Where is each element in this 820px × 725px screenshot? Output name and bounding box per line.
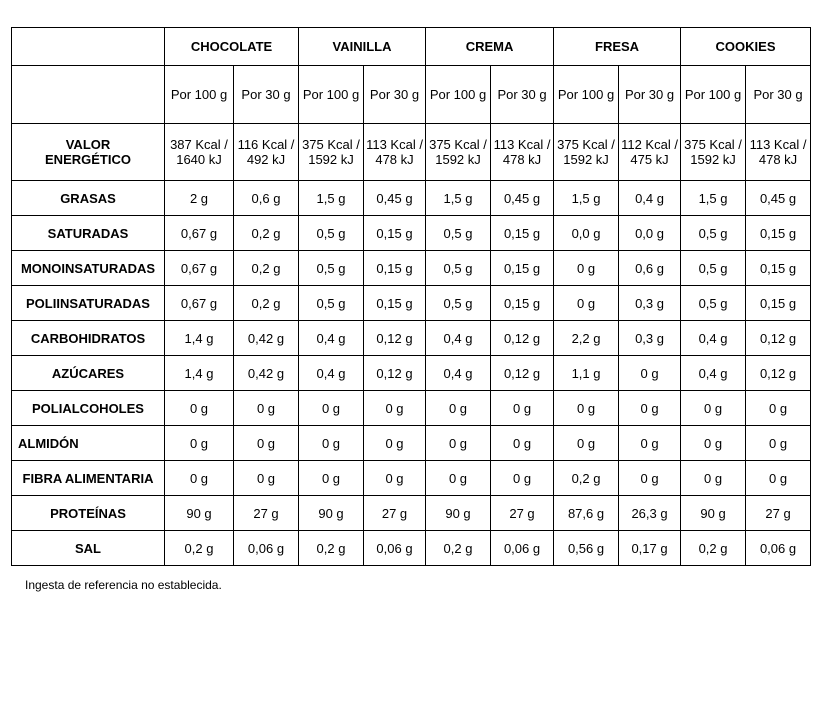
table-cell: 27 g (234, 496, 299, 531)
table-cell: 90 g (681, 496, 746, 531)
table-cell: 0,5 g (299, 216, 364, 251)
table-cell: 0 g (299, 461, 364, 496)
table-cell: 0,2 g (234, 251, 299, 286)
portion-header-row (12, 66, 811, 124)
flavor-header: COOKIES (681, 28, 811, 66)
table-cell: 0 g (619, 461, 681, 496)
table-cell: 0,45 g (364, 181, 426, 216)
table-cell: 0 g (554, 251, 619, 286)
table-cell: 90 g (426, 496, 491, 531)
table-cell: 0,67 g (165, 286, 234, 321)
portion-header: Por 100 g (681, 66, 746, 124)
table-cell: 26,3 g (619, 496, 681, 531)
table-cell: 0 g (165, 426, 234, 461)
table-cell: 0 g (299, 426, 364, 461)
table-cell: 375 Kcal / 1592 kJ (681, 124, 746, 181)
table-cell: 0 g (299, 391, 364, 426)
table-cell: 1,5 g (426, 181, 491, 216)
flavor-header: FRESA (554, 28, 681, 66)
table-cell: 0,12 g (364, 321, 426, 356)
flavor-header-row (12, 28, 811, 66)
table-cell: 27 g (364, 496, 426, 531)
row-label: CARBOHIDRATOS (12, 321, 165, 356)
portion-header: Por 30 g (491, 66, 554, 124)
table-cell: 0,5 g (681, 286, 746, 321)
portion-header: Por 100 g (426, 66, 491, 124)
table-row-azucares (12, 356, 811, 391)
table-cell: 0 g (426, 391, 491, 426)
table-cell: 0,6 g (234, 181, 299, 216)
table-row-fibra-alimentaria (12, 461, 811, 496)
row-label: ALMIDÓN (12, 426, 165, 461)
table-cell: 0,45 g (491, 181, 554, 216)
table-cell: 0,06 g (746, 531, 811, 566)
table-cell: 113 Kcal / 478 kJ (746, 124, 811, 181)
table-cell: 0,67 g (165, 251, 234, 286)
portion-header: Por 30 g (234, 66, 299, 124)
table-cell: 1,5 g (681, 181, 746, 216)
table-cell: 0,5 g (299, 251, 364, 286)
table-cell: 0 g (364, 461, 426, 496)
table-cell: 0 g (491, 426, 554, 461)
table-cell: 0 g (554, 391, 619, 426)
table-cell: 0 g (426, 461, 491, 496)
table-cell: 0,12 g (746, 356, 811, 391)
table-cell: 1,5 g (554, 181, 619, 216)
portion-header: Por 100 g (165, 66, 234, 124)
table-cell: 0 g (619, 391, 681, 426)
table-cell: 375 Kcal / 1592 kJ (554, 124, 619, 181)
table-cell: 1,5 g (299, 181, 364, 216)
table-cell: 0,5 g (299, 286, 364, 321)
table-cell: 0 g (234, 426, 299, 461)
table-cell: 2 g (165, 181, 234, 216)
table-cell: 0,0 g (554, 216, 619, 251)
table-row-saturadas (12, 216, 811, 251)
table-cell: 0,15 g (491, 251, 554, 286)
table-row-proteinas (12, 496, 811, 531)
table-cell: 0 g (364, 391, 426, 426)
table-cell: 0 g (746, 426, 811, 461)
table-cell: 0,5 g (681, 251, 746, 286)
table-cell: 116 Kcal / 492 kJ (234, 124, 299, 181)
table-cell: 0,4 g (681, 321, 746, 356)
table-cell: 0,2 g (234, 286, 299, 321)
table-cell: 1,4 g (165, 356, 234, 391)
row-label: AZÚCARES (12, 356, 165, 391)
table-cell: 90 g (165, 496, 234, 531)
portion-header: Por 100 g (554, 66, 619, 124)
table-cell: 0,6 g (619, 251, 681, 286)
table-cell: 0,2 g (681, 531, 746, 566)
table-cell: 0,56 g (554, 531, 619, 566)
table-cell: 113 Kcal / 478 kJ (491, 124, 554, 181)
table-cell: 0,42 g (234, 321, 299, 356)
table-row-carbohidratos (12, 321, 811, 356)
table-row-monoinsaturadas (12, 251, 811, 286)
table-cell: 0 g (746, 461, 811, 496)
table-row-grasas (12, 181, 811, 216)
table-cell: 0,4 g (299, 321, 364, 356)
table-cell: 375 Kcal / 1592 kJ (426, 124, 491, 181)
table-cell: 0,15 g (491, 286, 554, 321)
flavor-header: CREMA (426, 28, 554, 66)
corner-cell (12, 66, 165, 124)
row-label: GRASAS (12, 181, 165, 216)
table-cell: 0,12 g (491, 356, 554, 391)
table-cell: 0 g (554, 286, 619, 321)
table-cell: 0,15 g (364, 286, 426, 321)
flavor-header: CHOCOLATE (165, 28, 299, 66)
table-cell: 0 g (681, 391, 746, 426)
flavor-header: VAINILLA (299, 28, 426, 66)
table-cell: 0,12 g (746, 321, 811, 356)
row-label: FIBRA ALIMENTARIA (12, 461, 165, 496)
table-cell: 0,17 g (619, 531, 681, 566)
row-label: VALOR ENERGÉTICO (12, 124, 165, 181)
table-cell: 0,12 g (364, 356, 426, 391)
row-label: PROTEÍNAS (12, 496, 165, 531)
row-label: SATURADAS (12, 216, 165, 251)
table-cell: 0,2 g (299, 531, 364, 566)
table-cell: 112 Kcal / 475 kJ (619, 124, 681, 181)
table-cell: 0,15 g (746, 251, 811, 286)
table-cell: 0,15 g (364, 251, 426, 286)
table-cell: 0 g (165, 461, 234, 496)
corner-cell (12, 28, 165, 66)
table-cell: 0,4 g (619, 181, 681, 216)
table-cell: 0,67 g (165, 216, 234, 251)
table-cell: 0 g (491, 461, 554, 496)
table-cell: 0,0 g (619, 216, 681, 251)
table-cell: 87,6 g (554, 496, 619, 531)
row-label: POLIINSATURADAS (12, 286, 165, 321)
table-cell: 0,2 g (165, 531, 234, 566)
table-row-sal (12, 531, 811, 566)
portion-header: Por 100 g (299, 66, 364, 124)
table-cell: 1,1 g (554, 356, 619, 391)
table-cell: 0,12 g (491, 321, 554, 356)
table-cell: 0 g (746, 391, 811, 426)
table-cell: 0,5 g (426, 251, 491, 286)
table-cell: 0,5 g (426, 286, 491, 321)
table-cell: 0,45 g (746, 181, 811, 216)
row-label: SAL (12, 531, 165, 566)
table-row-poliinsaturadas (12, 286, 811, 321)
table-cell: 0,5 g (681, 216, 746, 251)
table-cell: 0 g (491, 391, 554, 426)
table-cell: 0 g (619, 426, 681, 461)
table-cell: 0 g (234, 391, 299, 426)
table-row-almidon (12, 426, 811, 461)
table-cell: 2,2 g (554, 321, 619, 356)
table-row-valor-energetico (12, 124, 811, 181)
table-cell: 0,15 g (491, 216, 554, 251)
table-cell: 0,4 g (426, 321, 491, 356)
table-cell: 0,3 g (619, 286, 681, 321)
table-cell: 0 g (426, 426, 491, 461)
footnote: Ingesta de referencia no establecida. (25, 578, 222, 592)
table-cell: 0,42 g (234, 356, 299, 391)
table-cell: 0,2 g (426, 531, 491, 566)
portion-header: Por 30 g (364, 66, 426, 124)
table-cell: 1,4 g (165, 321, 234, 356)
table-cell: 0,15 g (364, 216, 426, 251)
table-cell: 0 g (681, 426, 746, 461)
table-cell: 0,06 g (364, 531, 426, 566)
row-label: POLIALCOHOLES (12, 391, 165, 426)
table-cell: 90 g (299, 496, 364, 531)
table-cell: 0 g (619, 356, 681, 391)
table-cell: 0,15 g (746, 216, 811, 251)
table-cell: 0,5 g (426, 216, 491, 251)
table-cell: 0,06 g (491, 531, 554, 566)
table-cell: 27 g (746, 496, 811, 531)
table-cell: 0,2 g (234, 216, 299, 251)
row-label: MONOINSATURADAS (12, 251, 165, 286)
table-cell: 0,4 g (299, 356, 364, 391)
table-cell: 0,06 g (234, 531, 299, 566)
table-cell: 0 g (364, 426, 426, 461)
table-row-polialcoholes (12, 391, 811, 426)
portion-header: Por 30 g (619, 66, 681, 124)
table-cell: 0 g (681, 461, 746, 496)
table-cell: 27 g (491, 496, 554, 531)
table-cell: 0,2 g (554, 461, 619, 496)
table-cell: 0 g (165, 391, 234, 426)
table-cell: 0 g (234, 461, 299, 496)
table-cell: 113 Kcal / 478 kJ (364, 124, 426, 181)
table-cell: 0,15 g (746, 286, 811, 321)
table-cell: 387 Kcal / 1640 kJ (165, 124, 234, 181)
portion-header: Por 30 g (746, 66, 811, 124)
table-cell: 375 Kcal / 1592 kJ (299, 124, 364, 181)
nutrition-table (11, 27, 811, 566)
table-cell: 0,4 g (681, 356, 746, 391)
table-cell: 0,4 g (426, 356, 491, 391)
table-cell: 0,3 g (619, 321, 681, 356)
table-cell: 0 g (554, 426, 619, 461)
